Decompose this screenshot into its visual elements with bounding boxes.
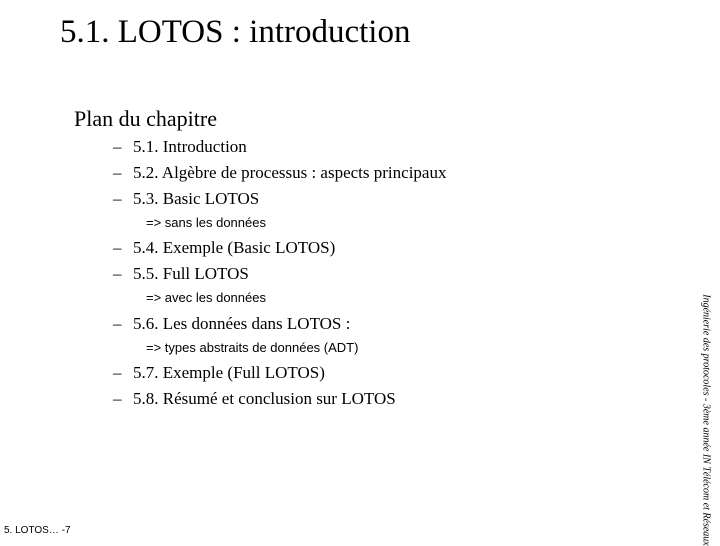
bullet-dash: – (113, 137, 122, 156)
bullet-dash: – (113, 363, 122, 382)
outline-item-5-1 (113, 136, 247, 158)
section-heading: Plan du chapitre (74, 106, 217, 131)
outline-item-label: 5.8. Résumé et conclusion sur LOTOS (133, 389, 396, 408)
outline-item-5-2 (113, 162, 446, 184)
outline-item-5-4 (113, 237, 335, 259)
outline-item-5-7 (113, 362, 325, 384)
outline-item-5-5 (113, 263, 249, 285)
outline-item-5-3 (113, 188, 259, 210)
outline-item-label: 5.3. Basic LOTOS (133, 189, 260, 208)
bullet-dash: – (113, 238, 122, 257)
bullet-dash: – (113, 264, 122, 283)
outline-item-label: 5.6. Les données dans LOTOS : (133, 314, 351, 333)
outline-item-5-6 (113, 313, 350, 335)
note-without-data: => sans les données (146, 215, 266, 230)
slide-footer: 5. LOTOS… -7 (4, 525, 71, 536)
outline-item-label: 5.7. Exemple (Full LOTOS) (133, 363, 325, 382)
outline-item-label: 5.5. Full LOTOS (133, 264, 249, 283)
bullet-dash: – (113, 314, 122, 333)
outline-item-5-8 (113, 388, 396, 410)
note-with-data: => avec les données (146, 290, 266, 305)
outline-item-label: 5.1. Introduction (133, 137, 247, 156)
bullet-dash: – (113, 163, 122, 182)
outline-item-label: 5.4. Exemple (Basic LOTOS) (133, 238, 336, 257)
bullet-dash: – (113, 189, 122, 208)
note-adt: => types abstraits de données (ADT) (146, 340, 359, 355)
bullet-dash: – (113, 389, 122, 408)
slide-title: 5.1. LOTOS : introduction (60, 14, 411, 50)
course-side-label: Ingénierie des protocoles - 3ème année IN Télécom et Réseaux (700, 294, 712, 546)
outline-item-label: 5.2. Algèbre de processus : aspects principaux (133, 163, 447, 182)
